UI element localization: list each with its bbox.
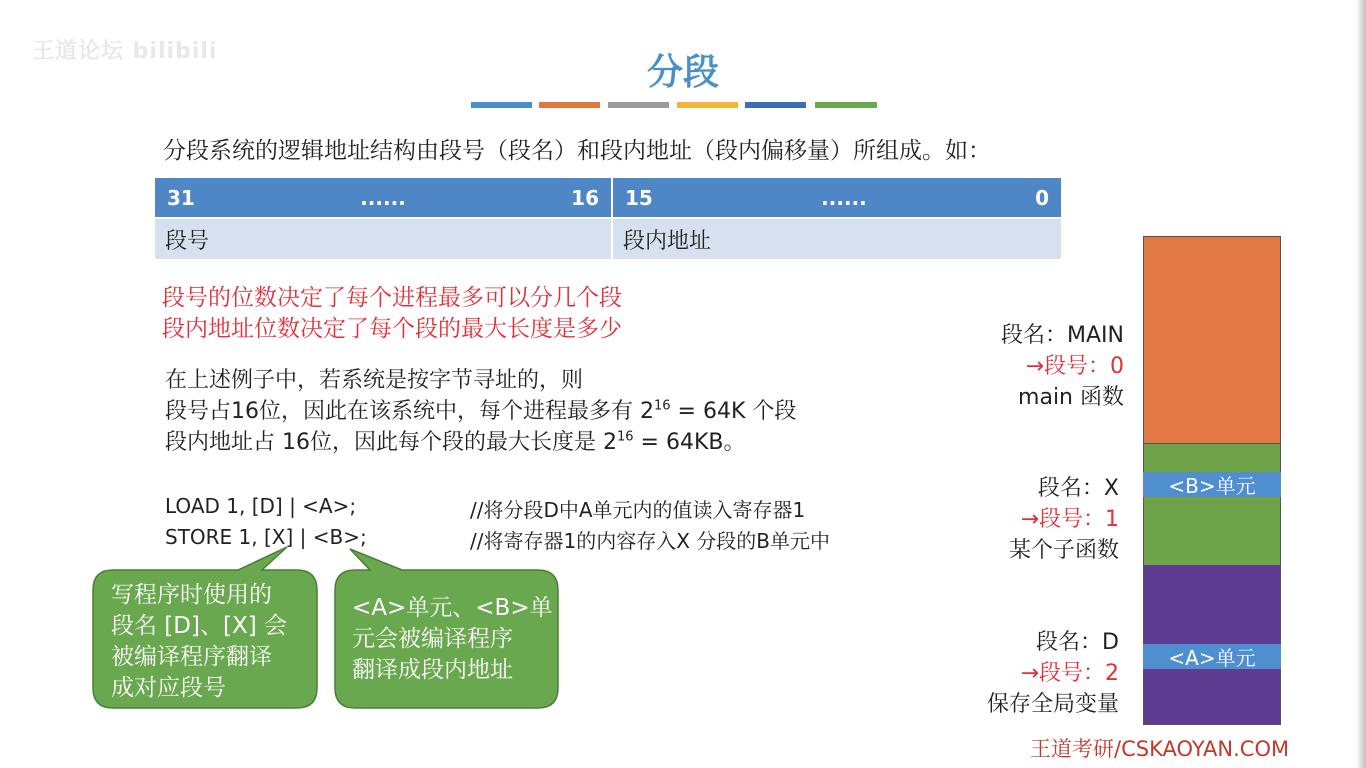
watermark: 王道论坛 bilibili bbox=[32, 39, 218, 64]
memory-unit-b: <B>单元 bbox=[1143, 472, 1281, 497]
red-note-1: 段号的位数决定了每个进程最多可以分几个段 bbox=[162, 285, 622, 311]
bit-end: 16 bbox=[571, 185, 599, 210]
memory-unit-a: <A>单元 bbox=[1143, 644, 1281, 669]
example-line-1: 在上述例子中，若系统是按字节寻址的，则 bbox=[165, 368, 584, 393]
intro-text: 分段系统的逻辑地址结构由段号（段名）和段内地址（段内偏移量）所组成。如： bbox=[163, 138, 991, 164]
segment-main-name: 段名：MAIN bbox=[1001, 323, 1124, 348]
segment-x-desc: 某个子函数 bbox=[1008, 538, 1119, 563]
edge-shadow bbox=[1356, 0, 1366, 768]
segment-main-number: →段号：0 bbox=[1025, 354, 1124, 379]
bit-start: 31 bbox=[167, 185, 195, 210]
red-note-2: 段内地址位数决定了每个段的最大长度是多少 bbox=[162, 316, 622, 342]
example-line-2: 段号占16位，因此在该系统中，每个进程最多有 $2^{16} = 64K$ 个段 bbox=[165, 398, 797, 424]
memory-segment-x bbox=[1143, 444, 1281, 565]
bit-ellipsis: ...... bbox=[821, 185, 867, 210]
memory-segment-main bbox=[1143, 236, 1281, 444]
bit-start: 15 bbox=[625, 185, 653, 210]
bit-ellipsis: ...... bbox=[360, 185, 406, 210]
callout-2-text: <A>单元、<B>单 元会被编译程序 翻译成段内地址 bbox=[352, 595, 553, 683]
segment-d-desc: 保存全局变量 bbox=[986, 692, 1119, 717]
bit-end: 0 bbox=[1035, 185, 1049, 210]
segment-x-number: →段号：1 bbox=[1020, 507, 1119, 532]
segment-d-number: →段号：2 bbox=[1020, 661, 1119, 686]
example-line-3: 段内地址占 16位，因此每个段的最大长度是 $2^{16} = 64KB$。 bbox=[165, 429, 746, 455]
code-comment-load: //将分段D中A单元内的值读入寄存器1 bbox=[470, 498, 806, 522]
segment-offset-cell: 段内地址 bbox=[613, 219, 1061, 259]
footer-brand: 王道考研/CSKAOYAN.COM bbox=[1030, 737, 1290, 761]
code-instr-store: STORE 1, [X] | <B>; bbox=[165, 525, 367, 549]
segment-x-name: 段名：X bbox=[1037, 476, 1119, 501]
callout-1-text: 写程序时使用的 段名 [D]、[X] 会 被编译程序翻译 成对应段号 bbox=[111, 582, 287, 701]
segment-number-cell: 段号 bbox=[155, 219, 611, 259]
code-comment-store: //将寄存器1的内容存入X 分段的B单元中 bbox=[470, 529, 830, 553]
segment-main-desc: main 函数 bbox=[1018, 385, 1124, 410]
code-instr-load: LOAD 1, [D] | <A>; bbox=[165, 494, 357, 518]
slide-title: 分段 bbox=[646, 52, 719, 93]
segment-d-name: 段名：D bbox=[1036, 630, 1119, 655]
